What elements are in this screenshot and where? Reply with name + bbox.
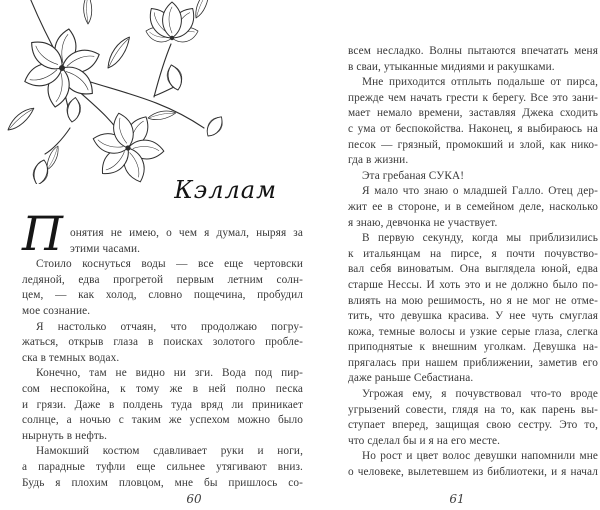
- text-line: ледяной, едва прогретой первым летним солн-: [22, 273, 303, 286]
- paragraph: [348, 449, 598, 480]
- text-line: вал себя виноватым. Она выглядела юной, едва: [348, 263, 598, 276]
- floral-illustration: [0, 0, 262, 184]
- text-line: Мне приходится отплыть подальше от пирса,: [362, 76, 598, 89]
- text-line: жаться, открыв глаза в поисках золотого пробле-: [22, 336, 303, 349]
- text-line: Намокший костюм сдавливает руки и ноги,: [36, 445, 303, 458]
- text-line: тить, что девушка красива. У нее чуть смуглая: [348, 310, 598, 323]
- text-line: ска в темных водах.: [22, 351, 120, 364]
- text-line: онятия не имею, о чем я думал, ныряя за: [70, 227, 303, 239]
- text-line: нырнуть в нефть.: [22, 429, 108, 442]
- text-line: о человеке, вылетевшем из библиотеки, и я начал: [348, 466, 598, 479]
- text-line: всем несладко. Волны пытаются впечатать меня: [348, 45, 598, 57]
- text-line: мое сознание.: [22, 304, 91, 317]
- text-line: Эта гребаная СУКА!: [362, 169, 465, 182]
- magnolia-line-art-icon: [0, 0, 262, 184]
- chapter-title: Кэллам: [174, 176, 277, 204]
- text-line: Угрожая ему, я почувствовал что-то вроде: [362, 388, 598, 401]
- paragraph: [348, 44, 598, 75]
- paragraph: [348, 184, 598, 231]
- text-line: ступает вперед, защищая свою сестру. Это то,: [348, 419, 598, 432]
- text-line: песок — грязный, промокший и злой, как нико-: [348, 138, 598, 151]
- text-line: этими часами.: [70, 242, 141, 255]
- paragraph: [22, 207, 303, 262]
- text-line: с ума от беспокойства. Наконец, я выбираюсь на: [348, 122, 598, 135]
- text-line: Я настолько отчаян, что продолжаю погру-: [36, 320, 303, 333]
- drop-cap: П: [22, 207, 63, 262]
- text-line: прягалась при нашем приближении, заметив его: [348, 356, 598, 369]
- text-line: и грязи. Даже в полдень туда вряд ли приникает: [22, 398, 303, 411]
- paragraph: [22, 320, 303, 367]
- paragraph: [348, 387, 598, 449]
- paragraph: [22, 257, 303, 319]
- text-line: Но рост и цвет волос девушки напомнили мне: [362, 450, 598, 463]
- text-line: а парадные туфли еще сильнее утягивают вниз.: [22, 460, 303, 473]
- text-line: я знаю, девчонка не участвует.: [348, 216, 498, 229]
- text-line: Стоило коснуться воды — все еще чертовски: [36, 258, 303, 271]
- text-line: что сделал бы и я на его месте.: [348, 434, 501, 447]
- text-line: кожа, темные волосы и узкие серые глаза, слегка: [348, 325, 598, 338]
- text-line: В первую секунду, когда мы приблизились: [362, 232, 598, 245]
- text-line: в сваи, утыканные мидиями и ракушками.: [348, 60, 555, 73]
- text-line: мает немало времени, заставляя Джека сходить: [348, 107, 598, 120]
- page-left-text: [22, 207, 303, 491]
- text-line: гда в жизни.: [348, 154, 409, 167]
- text-line: сом неспокойна, к тому же в ней полно песка: [22, 382, 303, 395]
- paragraph: [22, 444, 303, 491]
- paragraph: [22, 366, 303, 444]
- page-number-right: 61: [449, 492, 465, 506]
- text-line: даже раньше Себастиана.: [348, 372, 474, 385]
- page-right-text: [348, 44, 598, 481]
- text-line: Я мало что знаю о младшей Галло. Отец дер-: [362, 185, 598, 198]
- paragraph: [348, 75, 598, 169]
- text-line: цем, — как холод, словно пощечина, пробудил: [22, 289, 303, 302]
- text-line: Будь я плохим пловцом, мне бы пришлось со-: [22, 476, 303, 489]
- text-line: к итальянцам на пирсе, я почти почувство-: [348, 247, 598, 260]
- text-line: прежде чем начать грести к берегу. Все это зани-: [348, 91, 598, 104]
- text-line: угрызений совести, глядя на то, как парень вы-: [348, 403, 598, 416]
- text-line: солнце, а ночью с таким же успехом можно было: [22, 414, 303, 427]
- text-line: влиять на мою решимость, но я не мог не отме-: [348, 294, 598, 307]
- page-number-left: 60: [186, 492, 202, 506]
- text-line: старше Нессы. И хоть это и не должно было по-: [348, 278, 598, 291]
- paragraph: [348, 231, 598, 387]
- paragraph: [348, 169, 598, 185]
- text-line: Конечно, там не видно ни зги. Вода под пир-: [36, 367, 303, 380]
- text-line: жит ее в стороне, и в семейном деле, насколько: [348, 200, 598, 213]
- text-line: приподнятые к внешним уголкам. Девушка на-: [348, 341, 598, 354]
